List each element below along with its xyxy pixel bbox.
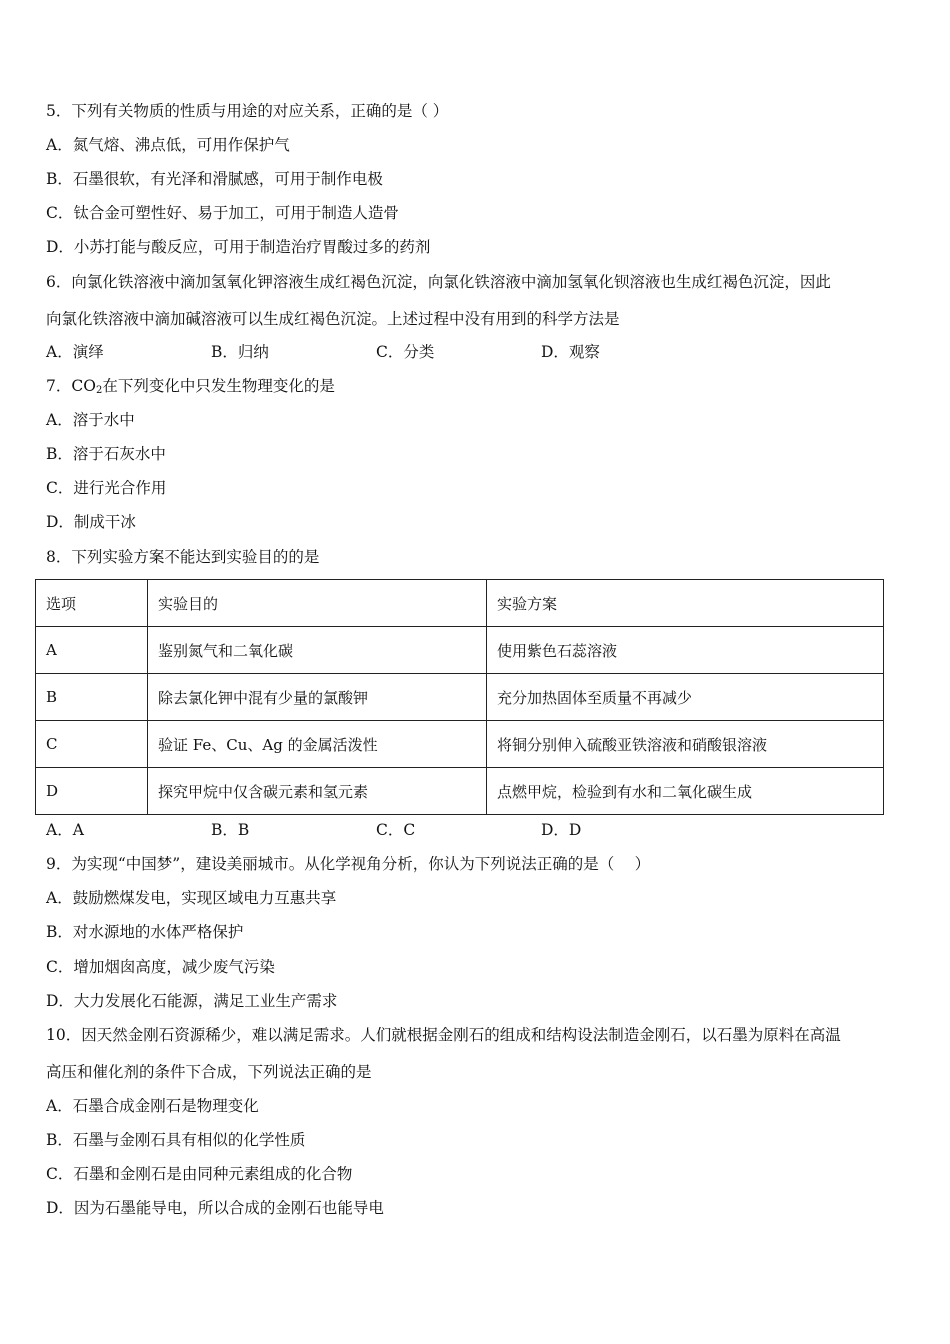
q6-option-a: A．演绎 [46,343,104,361]
q8-option-c: C．C [376,821,416,839]
q8-option-d: D．D [541,821,582,839]
table-cell: 使用紫色石蕊溶液 [487,627,884,674]
table-cell: B [36,674,148,721]
q7-option-d: D．制成干冰 [46,513,136,531]
q10-option-c: C．石墨和金刚石是由同种元素组成的化合物 [46,1165,353,1183]
q9-option-b: B．对水源地的水体严格保护 [46,923,244,941]
q10-option-d: D．因为石墨能导电，所以合成的金刚石也能导电 [46,1199,384,1217]
table-cell: 将铜分别伸入硫酸亚铁溶液和硝酸银溶液 [487,721,884,768]
table-cell: 点燃甲烷，检验到有水和二氧化碳生成 [487,768,884,815]
q5-stem: 5．下列有关物质的性质与用途的对应关系，正确的是（ ） [46,102,449,120]
q7-stem-post: 在下列变化中只发生物理变化的是 [102,377,335,395]
header-option: 选项 [36,580,148,627]
q6-option-c: C．分类 [376,343,435,361]
q5-option-d: D．小苏打能与酸反应，可用于制造治疗胃酸过多的药剂 [46,238,431,256]
q7-stem-pre: 7．CO [46,377,96,395]
q7-stem [46,375,335,402]
table-cell: 验证 Fe、Cu、Ag 的金属活泼性 [148,721,487,768]
q5-option-a: A．氮气熔、沸点低，可用作保护气 [46,136,290,154]
q10-option-b: B．石墨与金刚石具有相似的化学性质 [46,1131,306,1149]
q9-option-d: D．大力发展化石能源，满足工业生产需求 [46,992,338,1010]
q8-option-b: B．B [211,821,250,839]
q7-option-b: B．溶于石灰水中 [46,445,166,463]
header-plan: 实验方案 [487,580,884,627]
header-purpose: 实验目的 [148,580,487,627]
q10-option-a: A．石墨合成金刚石是物理变化 [46,1097,259,1115]
q10-stem-line2: 高压和催化剂的条件下合成，下列说法正确的是 [46,1063,372,1081]
q5-option-b: B．石墨很软，有光泽和滑腻感，可用于制作电极 [46,170,383,188]
table-row [36,627,884,674]
experiment-table [35,579,884,815]
q7-option-a: A．溶于水中 [46,411,135,429]
q9-option-c: C．增加烟囱高度，减少废气污染 [46,958,275,976]
q9-stem: 9．为实现“中国梦”，建设美丽城市。从化学视角分析，你认为下列说法正确的是（ ） [46,855,651,873]
table-cell: 除去氯化钾中混有少量的氯酸钾 [148,674,487,721]
q5-option-c: C．钛合金可塑性好、易于加工，可用于制造人造骨 [46,204,399,222]
q7-option-c: C．进行光合作用 [46,479,167,497]
q8-option-a: A．A [46,821,84,839]
table-cell: D [36,768,148,815]
q6-stem-line2: 向氯化铁溶液中滴加碱溶液可以生成红褐色沉淀。上述过程中没有用到的科学方法是 [46,310,620,328]
q6-stem-line1: 6．向氯化铁溶液中滴加氢氧化钾溶液生成红褐色沉淀，向氯化铁溶液中滴加氢氧化钡溶液也生成红褐色沉淀，因此 [46,273,831,291]
q9-option-a: A．鼓励燃煤发电，实现区域电力互惠共享 [46,889,337,907]
table-cell: C [36,721,148,768]
q6-options [46,341,926,363]
table-cell: 充分加热固体至质量不再减少 [487,674,884,721]
table-cell: 鉴别氮气和二氧化碳 [148,627,487,674]
table-row [36,721,884,768]
table-row [36,768,884,815]
q8-options [46,819,926,841]
q8-stem: 8．下列实验方案不能达到实验目的的是 [46,548,320,566]
q7-stem-subscript: 2 [95,385,103,396]
table-cell: 探究甲烷中仅含碳元素和氢元素 [148,768,487,815]
table-header-row [36,580,884,627]
q6-option-b: B．归纳 [211,343,269,361]
table-cell: A [36,627,148,674]
q6-option-d: D．观察 [541,343,600,361]
table-row [36,674,884,721]
q10-stem-line1: 10．因天然金刚石资源稀少，难以满足需求。人们就根据金刚石的组成和结构设法制造金刚石，以石墨为原料在高温 [46,1026,841,1044]
